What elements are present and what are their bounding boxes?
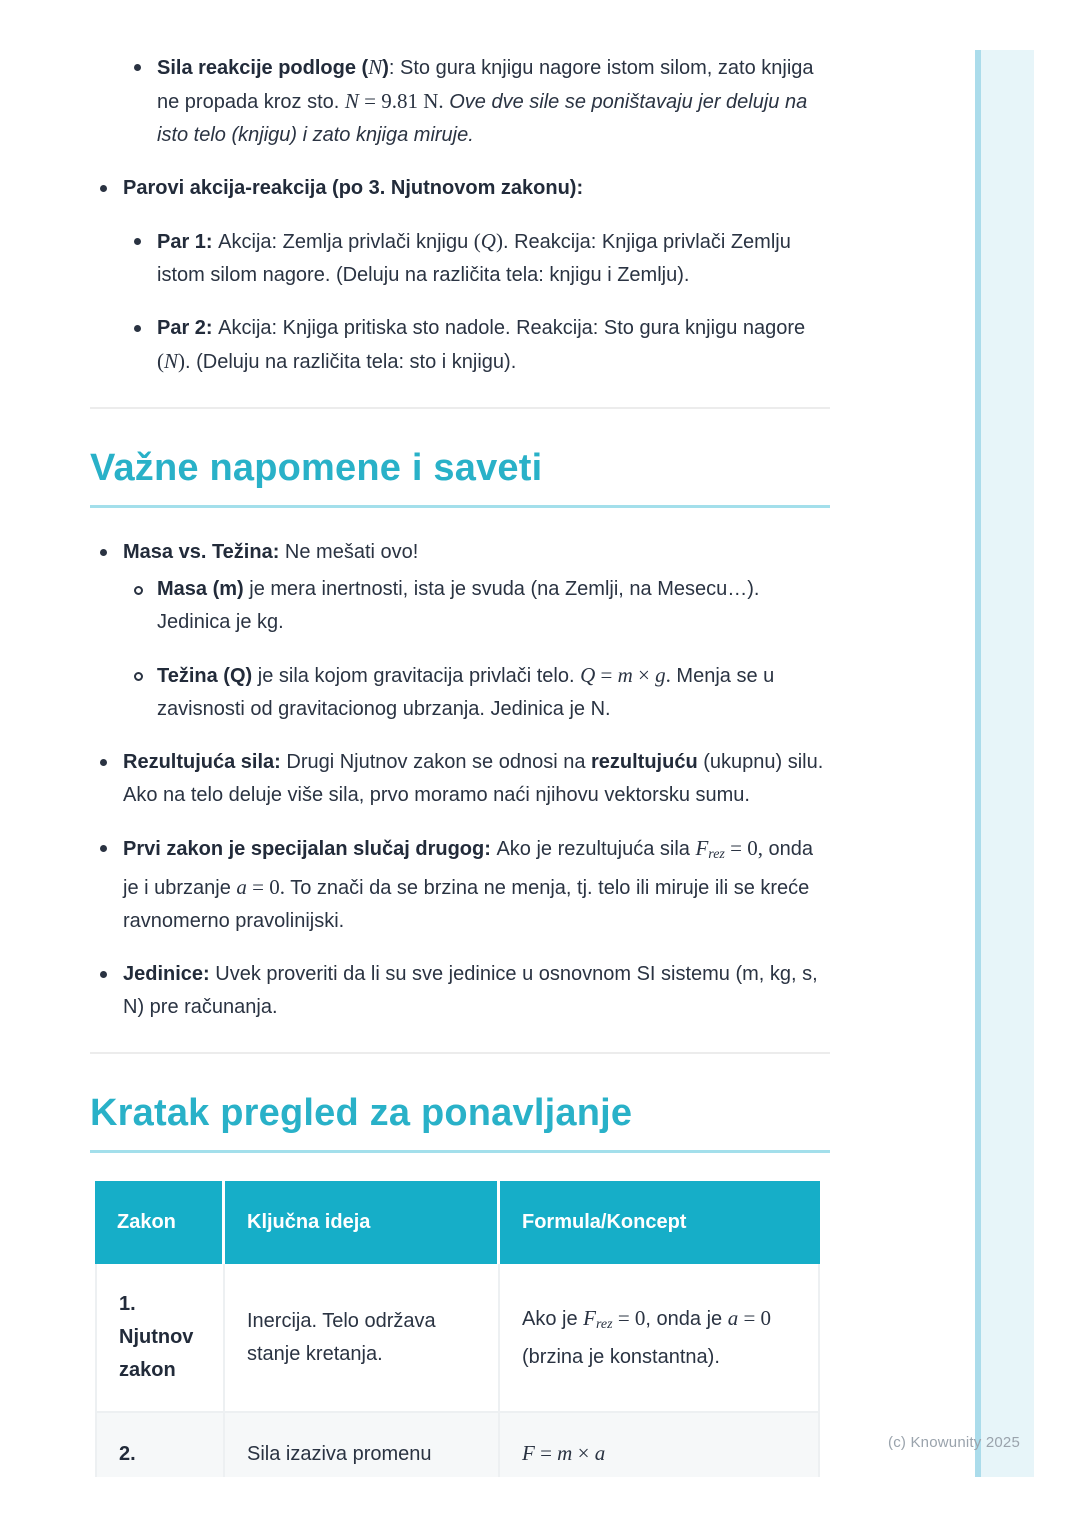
list-item-text <box>157 659 830 726</box>
text-segment: ( <box>473 229 481 253</box>
table-cell <box>95 1264 225 1413</box>
text-segment: a <box>594 1441 606 1465</box>
text-segment: = <box>534 1441 558 1465</box>
text-segment: = 9.81 N. <box>358 89 444 113</box>
text-segment: N <box>344 89 359 113</box>
text-segment: F <box>695 836 709 860</box>
text-segment: . <box>665 663 671 687</box>
list-item <box>134 573 830 639</box>
list-item-text <box>123 958 830 1024</box>
list-item <box>134 659 830 726</box>
table-header-cell: Formula/Koncept <box>500 1181 820 1264</box>
text-segment: Sila reakcije podloge ( <box>157 57 369 79</box>
text-segment: Ako je rezultujuća sila <box>496 838 696 860</box>
page-content <box>90 0 830 1477</box>
table-header-cell: Ključna ideja <box>225 1181 500 1264</box>
list-item-text <box>157 225 830 292</box>
text-segment: Prvi zakon je specijalan slučaj drugog: <box>123 838 497 860</box>
text-segment: Rezultujuća sila: <box>123 751 287 773</box>
text-segment: ) <box>178 349 186 373</box>
table-row <box>95 1413 820 1477</box>
text-segment: N <box>368 55 383 79</box>
text-segment: : Sto gura knjigu nagore istom silom, zato knjiga ne propada kroz sto. <box>157 57 814 113</box>
text-segment: rez <box>708 847 725 862</box>
list-item-text <box>157 51 830 152</box>
table-cell <box>500 1413 820 1477</box>
text-segment: = 0 <box>738 1305 772 1330</box>
review-table-head <box>95 1181 820 1264</box>
table-cell <box>225 1264 500 1413</box>
text-segment: Ako je <box>522 1307 584 1330</box>
text-segment: . Reakcija: Knjiga privlači Zemlju istom silom nagore. (Deluju na različita tela: knjigu i Zemlju). <box>157 231 791 286</box>
text-segment: Sila izaziva promenu <box>247 1442 432 1465</box>
text-segment: = 0, <box>724 836 763 860</box>
list-item-text <box>157 312 830 379</box>
text-segment: Ove dve sile se poništavaju jer deluju na isto telo (knjigu) i zato knjiga miruje. <box>157 91 808 146</box>
table-cell <box>500 1264 820 1413</box>
bullet-icon <box>134 64 157 152</box>
text-segment: = 0 <box>612 1305 646 1330</box>
table-cell <box>95 1413 225 1477</box>
text-segment: Jedinice: <box>123 963 216 985</box>
text-segment: , onda je <box>645 1307 728 1330</box>
bullet-icon <box>100 971 123 1024</box>
page-edge-strip <box>975 50 1034 1477</box>
list-item <box>134 225 830 292</box>
text-segment: × <box>572 1441 595 1465</box>
text-segment: To znači da se brzina ne menja, tj. telo ili miruje ili se kreće ravnomerno pravolinijski. <box>123 877 810 932</box>
bullet-icon <box>100 845 123 938</box>
text-segment: onda je i ubrzanje <box>123 838 814 899</box>
list-item <box>100 958 830 1024</box>
list-item-text <box>157 573 830 639</box>
text-segment: a <box>727 1305 739 1330</box>
text-segment: Ne mešati ovo! <box>284 541 419 563</box>
text-segment: Q <box>480 229 496 253</box>
text-segment: . (Deluju na različita tela: sto i knjigu). <box>185 351 517 373</box>
text-segment: Akcija: Zemlja privlači knjigu <box>218 231 474 253</box>
text-segment: g <box>655 663 666 687</box>
text-segment: N <box>164 349 179 373</box>
review-table <box>95 1181 820 1477</box>
text-segment: ) <box>495 229 503 253</box>
section-heading-notes: Važne napomene i saveti <box>90 445 830 508</box>
text-segment: (brzina je konstantna). <box>522 1345 720 1368</box>
text-segment: 1. Njutnov zakon <box>119 1293 194 1381</box>
bullet-icon <box>134 325 157 379</box>
circle-bullet-icon <box>134 672 157 726</box>
review-table-body <box>95 1264 820 1477</box>
text-segment: ) <box>382 57 389 79</box>
text-segment: F <box>583 1305 596 1330</box>
bullet-icon <box>100 185 123 205</box>
text-segment: = <box>595 663 618 687</box>
list-item <box>100 172 830 205</box>
text-segment: m <box>557 1441 573 1465</box>
text-segment: (ukupnu) silu. Ako na telo deluje više sila, prvo moramo naći njihovu vektorsku sumu. <box>123 751 824 806</box>
action-reaction-list <box>90 51 830 379</box>
notes-list <box>90 536 830 1024</box>
list-item <box>134 51 830 152</box>
text-segment: je sila kojom gravitacija privlači telo. <box>257 665 581 687</box>
list-item-text <box>123 746 830 812</box>
text-segment: Težina (Q) <box>157 665 258 687</box>
text-segment: m <box>617 663 633 687</box>
text-segment: 2. <box>119 1442 136 1465</box>
bullet-icon <box>100 549 123 569</box>
text-segment: Q <box>580 663 596 687</box>
section-divider <box>90 407 830 409</box>
list-item <box>134 312 830 379</box>
section-heading-review: Kratak pregled za ponavljanje <box>90 1090 830 1153</box>
table-header-cell: Zakon <box>95 1181 225 1264</box>
list-item-text <box>123 832 830 938</box>
text-segment: Inercija. Telo održava stanje kretanja. <box>247 1309 436 1365</box>
text-segment: Akcija: Knjiga pritiska sto nadole. Reakcija: Sto gura knjigu nagore <box>218 317 806 339</box>
table-cell <box>225 1413 500 1477</box>
text-segment: Menja se u zavisnosti od gravitacionog ubrzanja. Jedinica je N. <box>157 665 775 720</box>
text-segment: a <box>236 875 247 899</box>
list-item-text <box>123 536 830 569</box>
copyright-note: (c) Knowunity 2025 <box>888 1434 1021 1451</box>
list-item <box>100 536 830 569</box>
table-row <box>95 1264 820 1413</box>
bullet-icon <box>100 759 123 812</box>
text-segment: ( <box>157 349 164 373</box>
text-segment: rezultujuću <box>591 751 698 773</box>
text-segment: Masa vs. Težina: <box>123 541 285 563</box>
text-segment: F <box>522 1441 535 1465</box>
circle-bullet-icon <box>134 586 157 639</box>
text-segment: × <box>632 663 656 687</box>
text-segment: = 0. <box>246 875 285 899</box>
table-header-row <box>95 1181 820 1264</box>
text-segment: Uvek proveriti da li su sve jedinice u osnovnom SI sistemu (m, kg, s, N) pre računanja. <box>123 963 818 1018</box>
text-segment: Masa (m) <box>157 578 250 600</box>
text-segment: Parovi akcija-reakcija (po 3. Njutnovom zakonu): <box>123 177 584 199</box>
text-segment: rez <box>595 1316 613 1332</box>
list-item <box>100 746 830 812</box>
text-segment: je mera inertnosti, ista je svuda (na Zemlji, na Mesecu…). Jedinica je kg. <box>157 578 760 633</box>
list-item <box>100 832 830 938</box>
section-divider <box>90 1052 830 1054</box>
text-segment: Drugi Njutnov zakon se odnosi na <box>286 751 591 773</box>
list-item-text <box>123 172 830 205</box>
bullet-icon <box>134 238 157 292</box>
text-segment: Par 1: <box>157 231 219 253</box>
text-segment: Par 2: <box>157 317 219 339</box>
